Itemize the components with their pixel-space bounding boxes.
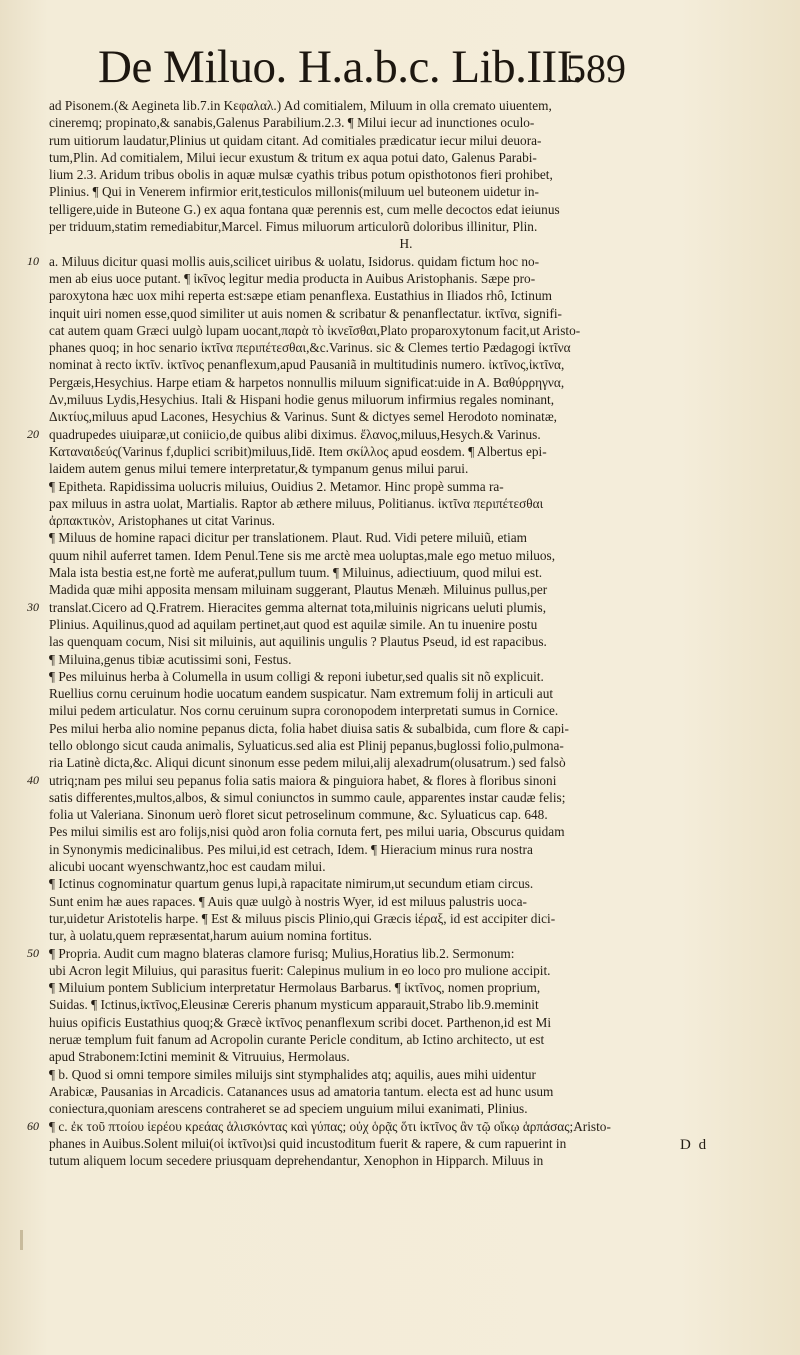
line-text: Plinius. Aquilinus,quod ad aquilam pertinet,aut quod est aquilæ simile. An tu inuenire postu xyxy=(49,616,538,632)
line-text: ¶ Ictinus cognominatur quartum genus lupi,à rapacitate nimirum,ut secundum etiam circus. xyxy=(49,876,534,892)
text-line xyxy=(27,1083,785,1100)
text-line xyxy=(27,512,785,529)
line-text: ¶ Miluium pontem Sublicium interpretatur Hermolaus Barbarus. ¶ ἰκτῖνος, nomen proprium, xyxy=(49,980,541,996)
line-text: Ruellius cornu ceruinum hodie uocatum eandem suspicatur. Nam extremum folij in articuli aut xyxy=(49,686,554,702)
text-line xyxy=(27,132,785,149)
line-text: ¶ Miluus de homine rapaci dicitur per translationem. Plaut. Rud. Vidi petere miluiũ, etiam xyxy=(49,530,528,546)
text-line xyxy=(27,287,785,304)
line-text: ria Latinè dicta,&c. Aliqui dicunt sinonum esse pedem milui,alij alexadrum(olusatrum.) sed falsò xyxy=(49,755,566,771)
line-text: ¶ c. ἐκ τοῦ πτοίου ἱερέου κρεάας ἁλισκόντας καὶ γύπας; οὐχ ὁρᾷς ὅτι ἰκτῖνος ἂν τῷ οἴκῳ ἁρπάσας;Aristo- xyxy=(49,1118,611,1134)
text-line xyxy=(27,737,785,754)
line-text: Pergæis,Hesychius. Harpe etiam & harpetos nonnullis miluum significat:uide in A. Βαθύρρηγνα, xyxy=(49,374,565,390)
text-line xyxy=(27,478,785,495)
line-text: phanes in Auibus.Solent milui(οἱ ἰκτῖνοι)si quid incustoditum fuerit & rapere, & cum rapuerint in xyxy=(49,1135,567,1151)
line-text: tur, à uolatu,quem repræsentat,harum auium nomina fortitus. xyxy=(49,928,372,944)
line-text: pax miluus in astra uolat, Martialis. Raptor ab æthere miluus, Politianus. ἰκτῖνα περιπέτεσθαι xyxy=(49,495,544,511)
text-line xyxy=(27,426,785,443)
line-text: men ab eius uoce putant. ¶ ἰκῖνος legitur media producta in Auibus Aristophanis. Sæpe pro- xyxy=(49,270,536,286)
text-line xyxy=(27,1066,785,1083)
text-line xyxy=(27,1118,785,1135)
text-line xyxy=(27,823,785,840)
line-text: huius opificis Eustathius quoq;& Græcè ἰκτῖνος penanflexum scribi docet. Parthenon,id est Mi xyxy=(49,1014,552,1030)
line-text: a. Miluus dicitur quasi mollis auis,scilicet uiribus & uolatu, Isidorus. quidam fictum hoc no- xyxy=(49,253,540,269)
line-text: Καταναιδεύς(Varinus f,duplici scribit)miluus,Iidē. Item σκίλλος apud eosdem. ¶ Albertus epi- xyxy=(49,443,547,459)
line-text: Pes milui herba alio nomine pepanus dicta, folia habet diuisa satis & subalbida, cum flore & capi- xyxy=(49,720,569,736)
line-text: coniectura,quoniam arescens contraheret se ad speciem unguium milui exanimati, Plinius. xyxy=(49,1101,528,1117)
line-text: ubi Acron legit Miluius, qui parasitus fuerit: Calepinus mulium in eo loco pro mulione accipit. xyxy=(49,962,551,978)
line-text: Plinius. ¶ Qui in Venerem infirmior erit,testiculos millonis(miluum uel buteonem uidetur in- xyxy=(49,184,539,200)
margin-line-number: 10 xyxy=(27,253,39,268)
text-line xyxy=(27,651,785,668)
text-line xyxy=(27,270,785,287)
text-line xyxy=(27,685,785,702)
text-line xyxy=(27,668,785,685)
margin-line-number: 50 xyxy=(27,945,39,960)
line-text: Madida quæ mihi apposita mensam miluinam suggerant, Plautus Menæh. Miluinus pullus,per xyxy=(49,582,548,598)
text-line xyxy=(27,305,785,322)
line-text: neruæ templum fuit fanum ad Acropolin curante Pericle conditum, ab Ictino architecto, ut est xyxy=(49,1032,545,1048)
line-text: tello oblongo sicut cauda animalis, Syluaticus.sed alia est Plinij pepanus,buglossi folio,pulmona- xyxy=(49,737,564,753)
text-line xyxy=(27,893,785,910)
text-line xyxy=(27,1048,785,1065)
text-line xyxy=(27,253,785,270)
line-text: rum uitiorum laudatur,Plinius ut quidam citant. Ad comitiales prædicatur iecur milui deuora- xyxy=(49,132,542,148)
line-text: Mala ista bestia est,ne fortè me auferat,pullum tuum. ¶ Miluinus, adiectiuum, quod milui est. xyxy=(49,565,543,581)
text-line xyxy=(27,702,785,719)
folio-number: 589 xyxy=(566,46,626,91)
text-line xyxy=(27,789,785,806)
text-line xyxy=(27,1100,785,1117)
text-line xyxy=(27,875,785,892)
running-title: De Miluo. H.a.b.c. Lib.III. xyxy=(98,41,584,93)
line-text: Suidas. ¶ Ictinus,ἰκτῖνος,Eleusinæ Cereris phanum mysticum apparauit,Strabo lib.9.meminit xyxy=(49,997,539,1013)
text-line xyxy=(27,720,785,737)
signature-mark: D d xyxy=(680,1137,709,1153)
text-line xyxy=(27,1014,785,1031)
text-line xyxy=(27,201,785,218)
text-line xyxy=(27,962,785,979)
text-line xyxy=(27,858,785,875)
line-text: lium 2.3. Aridum tribus obolis in aquæ mulsæ cyathis tribus potum opisthotonos fieri prohibet, xyxy=(49,167,553,183)
text-line xyxy=(27,443,785,460)
text-line xyxy=(27,460,785,477)
line-text: utriq;nam pes milui seu pepanus folia satis maiora & pinguiora habet, & flores à floribus sinoni xyxy=(49,772,557,788)
text-line xyxy=(27,408,785,425)
margin-line-number: 20 xyxy=(27,426,39,441)
line-text: ¶ Miluina,genus tibiæ acutissimi soni, Festus. xyxy=(49,651,292,667)
line-text: nominat à recto ἰκτῖν. ἰκτῖνος penanflexum,apud Pausaniã in multitudinis numero. ἰκτῖνος,ἰκτῖνα, xyxy=(49,357,565,373)
line-text: ad Pisonem.(& Aegineta lib.7.in Κεφαλαλ.) Ad comitialem, Miluum in olla cremato uiuentem, xyxy=(49,98,552,113)
text-line xyxy=(27,218,785,235)
text-line xyxy=(27,495,785,512)
text-line xyxy=(27,599,785,616)
line-text: las quenquam cocum, Nisi sit miluinis, aut aquilinis ungulis ? Plautus Pseud, id est rapacibus. xyxy=(49,634,547,650)
text-line xyxy=(27,356,785,373)
line-text: ¶ Pes miluinus herba à Columella in usum colligi & reponi iubetur,sed qualis sit nõ explicuit. xyxy=(49,668,544,684)
margin-line-number: 40 xyxy=(27,772,39,787)
text-line xyxy=(27,772,785,789)
line-text: alicubi uocant wyenschwantz,hoc est caudam milui. xyxy=(49,859,326,875)
text-line xyxy=(27,97,785,114)
text-line xyxy=(27,945,785,962)
text-line xyxy=(27,339,785,356)
text-line xyxy=(27,996,785,1013)
line-text: translat.Cicero ad Q.Fratrem. Hieracites gemma alternat tota,miluinis nigricans ueluti plumis, xyxy=(49,599,547,615)
text-line xyxy=(27,374,785,391)
line-text: phanes quoq; in hoc senario ἰκτῖνα περιπέτεσθαι,&c.Varinus. sic & Clemes tertio Pædagogi ἰκτῖνα xyxy=(49,340,571,356)
line-text: Arabicæ, Pausanias in Arcadicis. Catanances usus ad amatoria tantum. electa est ad hunc usum xyxy=(49,1083,554,1099)
text-line xyxy=(27,979,785,996)
text-line xyxy=(27,616,785,633)
line-text: paroxytona hæc uox mihi reperta est:sæpe etiam penanflexa. Eustathius in Iliados rhô, Ictinum xyxy=(49,288,552,304)
line-text: laidem autem genus milui temere interpretatur,& tympanum genus milui parui. xyxy=(49,461,469,477)
text-line xyxy=(27,927,785,944)
margin-line-number: 60 xyxy=(27,1118,39,1133)
line-text: cat autem quam Græci uulgò lupam uocant,παρὰ τὸ ἰκνεῖσθαι,Plato proparoxytonum facit,ut Aristo- xyxy=(49,322,581,338)
line-text: satis differentes,multos,albos, & simul coniunctos in summo caule, apparentes instar caudæ felis; xyxy=(49,789,566,805)
margin-line-number: 30 xyxy=(27,599,39,614)
line-text: in Synonymis medicinalibus. Pes milui,id est cetrach, Idem. ¶ Hieracium minus rura nostra xyxy=(49,841,533,857)
line-text: Pes milui similis est aro folijs,nisi quòd aron folia cornuta fert, pes milui uaria, Obscurus quidam xyxy=(49,824,565,840)
line-text: tutum aliquem locum secedere priusquam deprehendantur, Xenophon in Hipparch. Miluus in xyxy=(49,1153,544,1169)
line-text: quadrupedes uiuiparæ,ut coniicio,de quibus alibi diximus. ἔλανος,miluus,Hesych.& Varinus. xyxy=(49,426,541,442)
line-text: Δικτίυς,miluus apud Lacones, Hesychius & Varinus. Sunt & dictyes semel Herodoto nominatæ, xyxy=(49,409,558,425)
line-text: Sunt enim hæ aues rapaces. ¶ Auis quæ uulgò à nostris Wyer, id est miluus palustris uoca- xyxy=(49,893,527,909)
text-line xyxy=(27,391,785,408)
page-header xyxy=(98,42,658,92)
line-text: tur,uidetur Aristotelis harpe. ¶ Est & miluus piscis Plinio,qui Græcis ἱέραξ, id est accipiter dici- xyxy=(49,910,556,926)
text-line xyxy=(27,529,785,546)
line-text: ¶ Propria. Audit cum magno blateras clamore furisq; Mulius,Horatius lib.2. Sermonum: xyxy=(49,945,515,961)
line-text: inquit uiri nomen esse,quod similiter ut auis nomen & scribatur & penanflectatur. ἰκτῖνα, signifi- xyxy=(49,305,562,321)
text-line xyxy=(27,910,785,927)
text-line xyxy=(27,1031,785,1048)
text-line xyxy=(27,235,785,252)
line-text: ¶ Epitheta. Rapidissima uolucris miluius, Ouidius 2. Metamor. Hinc propè summa ra- xyxy=(49,478,504,494)
line-text: milui pedem articulatur. Nos cornu ceruinum supra coronopodem interpretati sumus in Cornice. xyxy=(49,703,559,719)
line-text: Δν,miluus Lydis,Hesychius. Itali & Hispani hodie genus miluorum infirmius regales nominant, xyxy=(49,392,555,408)
line-text: cineremq; propinato,& sanabis,Galenus Parabilium.2.3. ¶ Milui iecur ad inunctiones oculo- xyxy=(49,115,535,131)
text-line xyxy=(27,806,785,823)
line-text: ¶ b. Quod si omni tempore similes miluijs sint stymphalides atq; aquilis, aues mihi uidentur xyxy=(49,1066,536,1082)
text-line xyxy=(27,166,785,183)
line-text: apud Strabonem:Ictini meminit & Vitruuius, Hermolaus. xyxy=(49,1049,350,1065)
line-text: quum nihil auferret tamen. Idem Penul.Tene sis me arctè mea uoluptas,male ego metuo miluos, xyxy=(49,547,556,563)
text-line xyxy=(27,322,785,339)
text-line xyxy=(27,1152,785,1169)
line-text: telligere,uide in Buteone G.) ex aqua fontana quæ perennis est, cum melle decoctos edat ieiunus xyxy=(49,201,560,217)
line-text: folia ut Valeriana. Sinonum uerò floret sicut petroselinum commune, &c. Syluaticus cap. 648. xyxy=(49,807,548,823)
line-text: H. xyxy=(399,236,413,252)
text-line xyxy=(27,1135,785,1152)
text-line xyxy=(27,581,785,598)
line-text: per triduum,statim remediabitur,Marcel. Fimus miluorum articulorũ doloribus illinitur, Plin. xyxy=(49,219,538,235)
text-line xyxy=(27,547,785,564)
text-line xyxy=(27,841,785,858)
margin-stain xyxy=(20,1230,23,1250)
body-text xyxy=(27,97,785,1169)
line-text: tum,Plin. Ad comitialem, Milui iecur exustum & tritum ex aqua potui dato, Galenus Parabi- xyxy=(49,149,537,165)
text-line xyxy=(27,149,785,166)
line-text: ἀρπακτικὸν, Aristophanes ut citat Varinus. xyxy=(49,513,275,529)
text-line xyxy=(27,564,785,581)
text-line xyxy=(27,754,785,771)
text-line xyxy=(27,114,785,131)
text-line xyxy=(27,633,785,650)
text-line xyxy=(27,183,785,200)
